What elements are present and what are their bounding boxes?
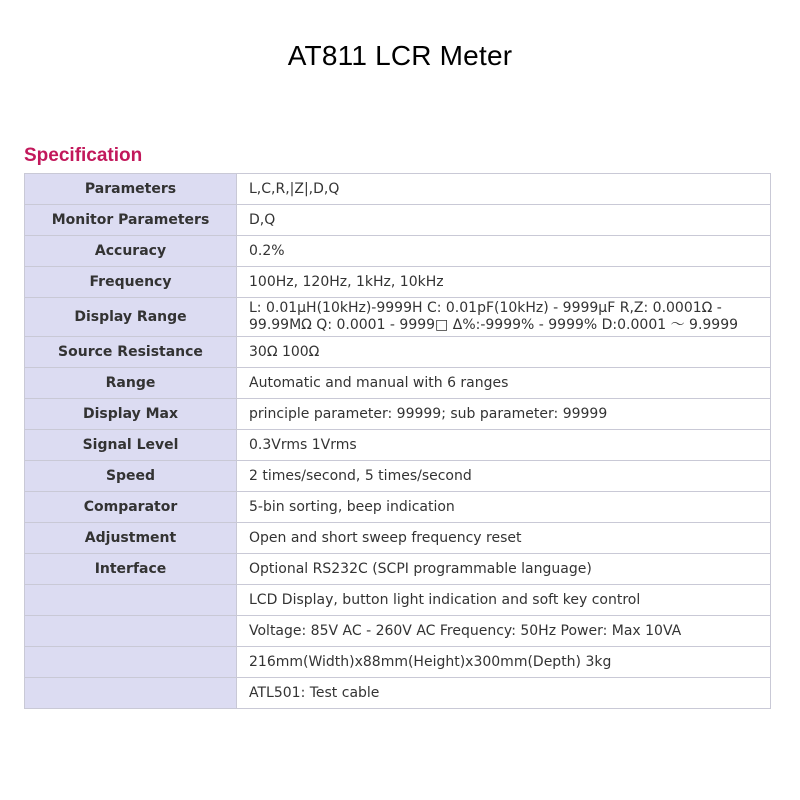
spec-label-signal-level: Signal Level — [25, 430, 237, 461]
spec-label-blank — [25, 647, 237, 678]
spec-value-interface: Optional RS232C (SCPI programmable language) — [237, 554, 771, 585]
spec-label-speed: Speed — [25, 461, 237, 492]
spec-label-display-range: Display Range — [25, 298, 237, 337]
specification-table — [24, 173, 771, 709]
spec-label-adjustment: Adjustment — [25, 523, 237, 554]
table-row — [25, 678, 771, 709]
spec-value-range: Automatic and manual with 6 ranges — [237, 368, 771, 399]
spec-value-parameters: L,C,R,|Z|,D,Q — [237, 174, 771, 205]
spec-label-blank — [25, 678, 237, 709]
spec-value-adjustment: Open and short sweep frequency reset — [237, 523, 771, 554]
spec-label-interface: Interface — [25, 554, 237, 585]
spec-label-frequency: Frequency — [25, 267, 237, 298]
table-row — [25, 174, 771, 205]
spec-value-power: Voltage: 85V AC - 260V AC Frequency: 50Hz Power: Max 10VA — [237, 616, 771, 647]
spec-value-source-resistance: 30Ω 100Ω — [237, 337, 771, 368]
table-row — [25, 647, 771, 678]
table-row — [25, 298, 771, 337]
table-row — [25, 430, 771, 461]
spec-value-display-max: principle parameter: 99999; sub parameter: 99999 — [237, 399, 771, 430]
spec-label-parameters: Parameters — [25, 174, 237, 205]
table-row — [25, 585, 771, 616]
spec-value-accessories: ATL501: Test cable — [237, 678, 771, 709]
spec-value-dimensions: 216mm(Width)x88mm(Height)x300mm(Depth) 3kg — [237, 647, 771, 678]
spec-label-blank — [25, 585, 237, 616]
table-row — [25, 461, 771, 492]
spec-value-frequency: 100Hz, 120Hz, 1kHz, 10kHz — [237, 267, 771, 298]
spec-value-monitor-parameters: D,Q — [237, 205, 771, 236]
spec-value-comparator: 5-bin sorting, beep indication — [237, 492, 771, 523]
table-row — [25, 236, 771, 267]
spec-value-speed: 2 times/second, 5 times/second — [237, 461, 771, 492]
table-row — [25, 616, 771, 647]
spec-label-display-max: Display Max — [25, 399, 237, 430]
spec-label-accuracy: Accuracy — [25, 236, 237, 267]
spec-label-blank — [25, 616, 237, 647]
spec-label-comparator: Comparator — [25, 492, 237, 523]
spec-label-monitor-parameters: Monitor Parameters — [25, 205, 237, 236]
table-row — [25, 523, 771, 554]
page-title: AT811 LCR Meter — [287, 40, 513, 71]
spec-label-range: Range — [25, 368, 237, 399]
table-row — [25, 554, 771, 585]
table-row — [25, 205, 771, 236]
table-row — [25, 368, 771, 399]
table-row — [25, 337, 771, 368]
spec-label-source-resistance: Source Resistance — [25, 337, 237, 368]
specification-heading: Specification — [24, 145, 143, 166]
table-row — [25, 399, 771, 430]
table-row — [25, 492, 771, 523]
spec-value-display-range: L: 0.01μH(10kHz)-9999H C: 0.01pF(10kHz) - 9999μF R,Z: 0.0001Ω - 99.99MΩ Q: 0.0001 - 9999□ Δ%:-9999% - 9999% D:0.0001 ～ 9.9999 — [237, 298, 771, 337]
table-row — [25, 267, 771, 298]
spec-value-accuracy: 0.2% — [237, 236, 771, 267]
spec-value-signal-level: 0.3Vrms 1Vrms — [237, 430, 771, 461]
spec-value-display: LCD Display, button light indication and soft key control — [237, 585, 771, 616]
